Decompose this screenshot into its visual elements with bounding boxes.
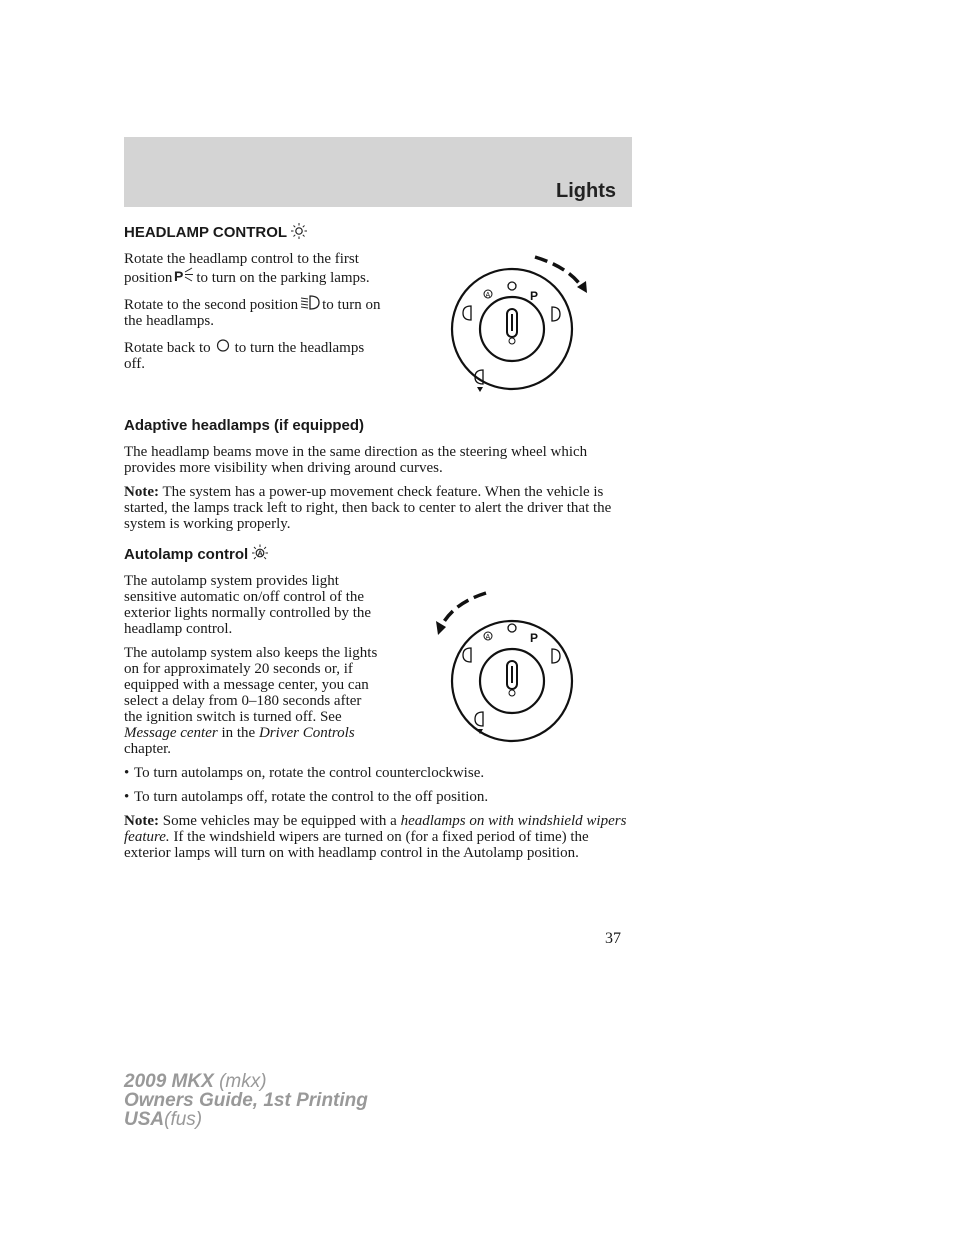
ref-driver-controls: Driver Controls [258, 725, 355, 741]
print-footer: 2009 MKX (mkx) Owners Guide, 1st Printing USA(fus) [124, 1071, 368, 1130]
svg-text:A: A [485, 634, 491, 641]
section-heading-adaptive-headlamps: Adaptive headlamps (if equipped) [124, 417, 365, 434]
section-heading-headlamp-control: HEADLAMP CONTROL [124, 222, 632, 242]
list-item: • To turn autolamps off, rotate the control to the off position. [124, 789, 489, 805]
paragraph-parking-lamps: Rotate the headlamp control to the first position P to turn on the parking lamps. [124, 251, 370, 286]
paragraph-autolamp-2: The autolamp system also keeps the lights on for approximately 20 seconds or, if equipped with a message center, you can select a delay from 0–180 seconds after the ignition switch is turned off. See Message center in the Driver Controls chapter. [124, 645, 378, 757]
chapter-title: Lights [556, 180, 616, 202]
section-heading-autolamp-control: Autolamp control A [124, 544, 632, 564]
paragraph-headlamps: Rotate to the second position to turn on the headlamps. [124, 294, 382, 329]
parking-lamps-icon [173, 267, 195, 284]
watermark: carmanualsonline.info [737, 1212, 952, 1237]
paragraph-adaptive: The headlamp beams move in the same direction as the steering wheel which provides more visibility when driving around curves. [124, 444, 588, 476]
headlamp-dial-diagram-counterclockwise [430, 585, 590, 745]
note-adaptive: Note: The system has a power-up movement check feature. When the vehicle is started, the lamps track left to right, then back to center to alert the driver that the system is working properly. [124, 484, 612, 532]
headlamp-on-icon [288, 222, 310, 239]
svg-text:A: A [257, 550, 263, 558]
ref-message-center: Message center [124, 725, 218, 741]
autolamp-icon [249, 544, 271, 561]
dial-auto-letter: A [485, 292, 491, 299]
headlamp-dial-diagram-clockwise [440, 245, 600, 395]
page-number: 37 [605, 930, 621, 947]
svg-text:P: P [530, 631, 539, 645]
svg-text:P: P [174, 268, 184, 284]
note-autolamp: Note: Some vehicles may be equipped with a headlamps on with windshield wipers feature. If the windshield wipers are turned on (for a fixed period of time) the exterior lamps will turn on with headlamp control in the Autolamp position. [124, 813, 627, 861]
paragraph-autolamp-1: The autolamp system provides light sensitive automatic on/off control of the exterior lights normally controlled by the headlamp control. [124, 573, 372, 637]
list-item: • To turn autolamps on, rotate the control counterclockwise. [124, 765, 485, 781]
chapter-header [124, 137, 632, 207]
paragraph-headlamps-off: Rotate back to to turn the headlamps off. [124, 337, 382, 372]
low-beam-icon [299, 294, 321, 311]
dial-parking-letter: P [530, 289, 539, 303]
off-position-icon [212, 337, 234, 354]
